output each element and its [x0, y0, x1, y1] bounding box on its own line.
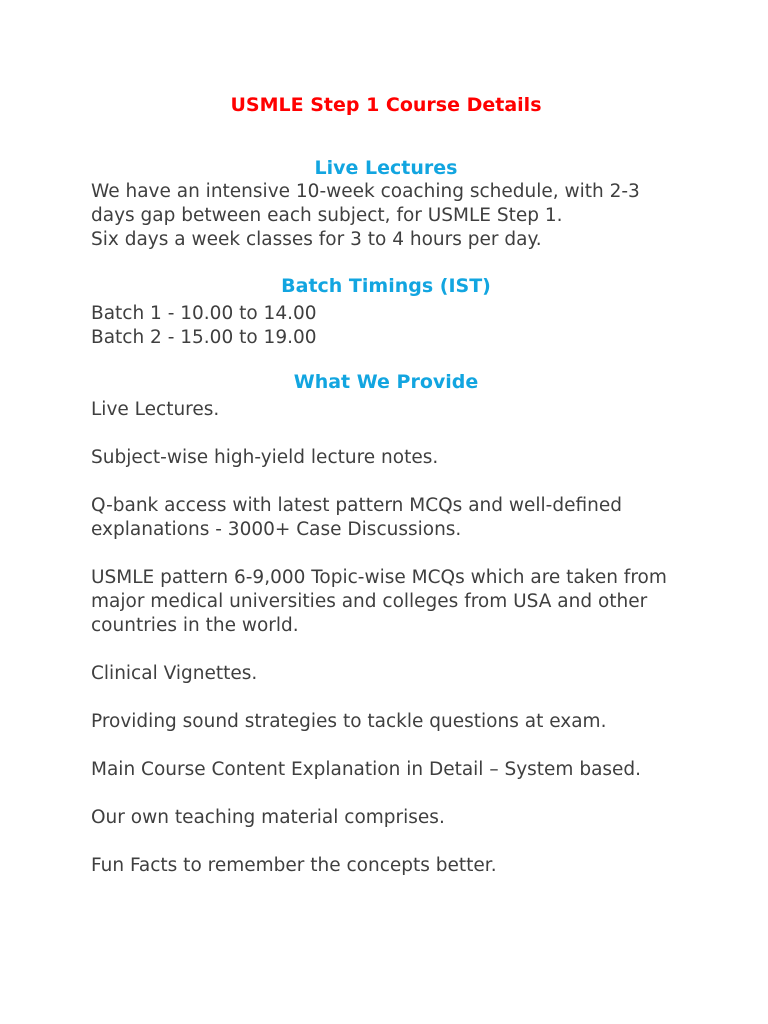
live-lectures-line-2: Six days a week classes for 3 to 4 hours per day.	[91, 229, 542, 250]
document-page	[91, 92, 681, 902]
live-lectures-heading: Live Lectures	[314, 157, 458, 179]
page-title: USMLE Step 1 Course Details	[230, 94, 542, 116]
what-we-provide-section	[91, 370, 681, 878]
live-lectures-line-1: We have an intensive 10-week coaching schedule, with 2-3 days gap between each subject, for USMLE Step 1.	[91, 181, 640, 226]
list-item: Clinical Vignettes.	[91, 663, 258, 684]
list-item: Q-bank access with latest pattern MCQs and well-defined explanations - 3000+ Case Discussions.	[91, 495, 622, 540]
list-item: Providing sound strategies to tackle questions at exam.	[91, 711, 607, 732]
list-item: Our own teaching material comprises.	[91, 807, 445, 828]
list-item: USMLE pattern 6-9,000 Topic-wise MCQs which are taken from major medical universities and colleges from USA and other countries in the world.	[91, 567, 667, 636]
list-item: Main Course Content Explanation in Detail – System based.	[91, 759, 642, 780]
live-lectures-section	[91, 156, 681, 252]
list-item: Fun Facts to remember the concepts better.	[91, 855, 497, 876]
provide-list	[91, 398, 681, 878]
batch-1-line: Batch 1 - 10.00 to 14.00	[91, 303, 317, 324]
batch-2-line: Batch 2 - 15.00 to 19.00	[91, 327, 317, 348]
list-item: Live Lectures.	[91, 399, 220, 420]
list-item: Subject-wise high-yield lecture notes.	[91, 447, 439, 468]
batch-timings-section	[91, 274, 681, 350]
what-we-provide-heading: What We Provide	[293, 371, 479, 393]
batch-timings-heading: Batch Timings (IST)	[281, 275, 491, 297]
